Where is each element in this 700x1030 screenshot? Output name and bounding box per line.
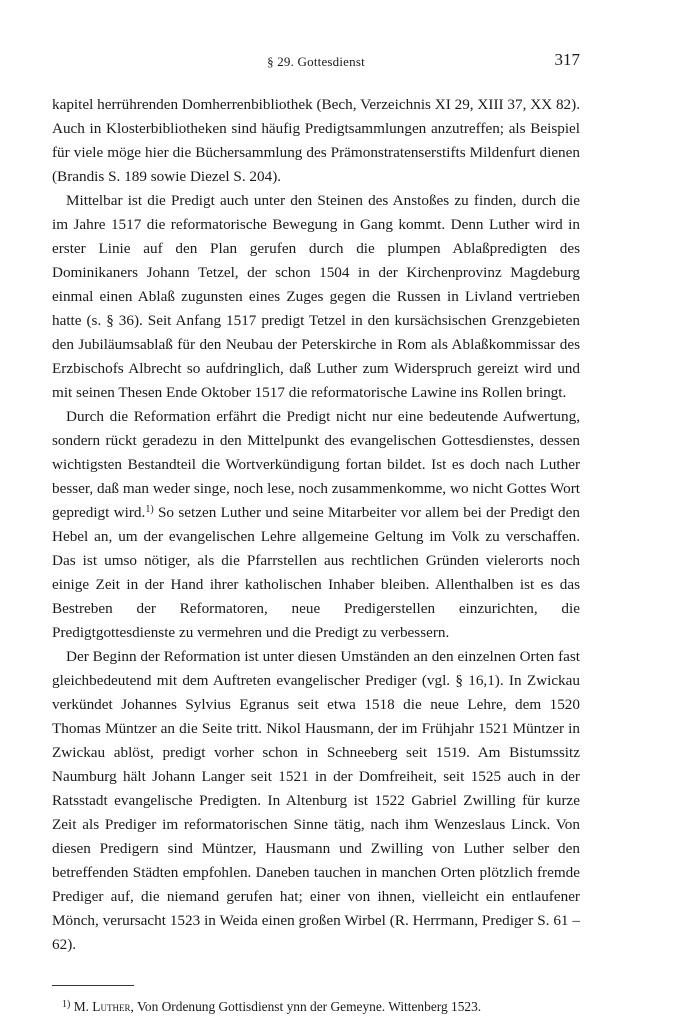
paragraph-text-before-note: Durch die Reformation erfährt die Predigt nicht nur eine bedeutende Aufwertung, sondern rückt geradezu in den Mittelpunkt des evangelischen Gottesdienstes, dessen wichtigsten Bestandteil die Wortverkündigung fortan bildet. Ist es doch nach Luther besser, daß man weder singe, noch lese, noch zusammenkomme, wo nicht Gottes Wort gepredigt wird. <box>52 408 580 521</box>
body-text <box>52 93 580 957</box>
footnote-author: M. Luther <box>73 999 131 1014</box>
paragraph-tetzel: Mittelbar ist die Predigt auch unter den Steinen des Anstoßes zu finden, durch die im Jahre 1517 die reformatorische Bewegung in Gang kommt. Denn Luther wird in erster Linie auf den Plan gerufen durch die plumpen Ablaßpredigten des Dominikaners Johann Tetzel, der schon 1504 in der Kirchenprovinz Magdeburg einmal einen Ablaß zugunsten eines Zuges gegen die Russen in Livland vertrieben hatte (s. § 36). Seit Anfang 1517 predigt Tetzel in den kursächsischen Grenzgebieten den Jubiläumsablaß für den Neubau der Peterskirche in Rom als Ablaßkommissar des Erzbischofs Albrecht so aufdringlich, daß Luther zum Widerspruch gereizt wird und mit seinen Thesen Ende Oktober 1517 die reformatorische Lawine ins Rollen bringt. <box>52 192 580 401</box>
footnote <box>52 997 580 1017</box>
book-page <box>52 50 580 1017</box>
paragraph-text-after-note: So setzen Luther und seine Mitarbeiter vor allem bei der Predigt den Hebel an, um der evangelischen Lehre allgemeine Geltung im Volk zu verschaffen. Das ist umso nötiger, als die Pfarrstellen aus rechtlichen Gründen vielerorts noch einige Zeit in der Hand ihrer katholischen Inhaber bleiben. Allenthalben ist es das Bestreben der Reformatoren, neue Predigerstellen einzurichten, die Predigtgottesdienste zu vermehren und die Predigt zu verbessern. <box>52 504 580 641</box>
footnote-mark: 1) <box>62 999 71 1010</box>
running-title: § 29. Gottesdienst <box>267 54 365 69</box>
paragraph-continued: kapitel herrührenden Domherrenbibliothek (Bech, Verzeichnis XI 29, XIII 37, XX 82). Auch in Klosterbibliotheken sind häufig Predigtsammlungen anzutreffen; als Beispiel für viele möge hier die Büchersammlung des Prämonstratenserstifts Mildenfurt dienen (Brandis S. 189 sowie Diezel S. 204). <box>52 96 580 185</box>
running-head <box>52 50 580 74</box>
paragraph-prediger: Der Beginn der Reformation ist unter diesen Umständen an den einzelnen Orten fast gleichbedeutend mit dem Auftreten evangelischer Prediger (vgl. § 16,1). In Zwickau verkündet Johannes Sylvius Egranus seit etwa 1518 die neue Lehre, dem 1520 Thomas Müntzer an die Seite tritt. Nikol Hausmann, der im Frühjahr 1521 Müntzer in Zwickau ablöst, predigt vorher schon in Schneeberg seit 1519. Am Bistumssitz Naumburg hält Johann Langer seit 1521 in der Domfreiheit, seit 1525 auch in der Ratsstadt evangelische Predigten. In Altenburg ist 1522 Gabriel Zwilling für kurze Zeit als Prediger im reformatorischen Sinne tätig, nach ihm Wenzeslaus Linck. Von diesen Predigern sind Müntzer, Hausmann und Zwilling von Luther selber den betreffenden Städten empfohlen. Daneben tauchen in manchen Orten plötzlich fremde Prediger auf, die niemand gerufen hat; einer von ihnen, vielleicht ein entlaufener Mönch, verursacht 1523 in Weida einen großen Wirbel (R. Herrmann, Prediger S. 61 – 62). <box>52 648 580 953</box>
paragraph-reformation-predigt <box>52 405 580 645</box>
footnote-text: , Von Ordenung Gottisdienst ynn der Gemeyne. Wittenberg 1523. <box>130 999 482 1014</box>
page-number: 317 <box>554 50 580 69</box>
footnote-divider <box>52 985 134 986</box>
footnote-reference[interactable]: 1) <box>145 504 154 515</box>
